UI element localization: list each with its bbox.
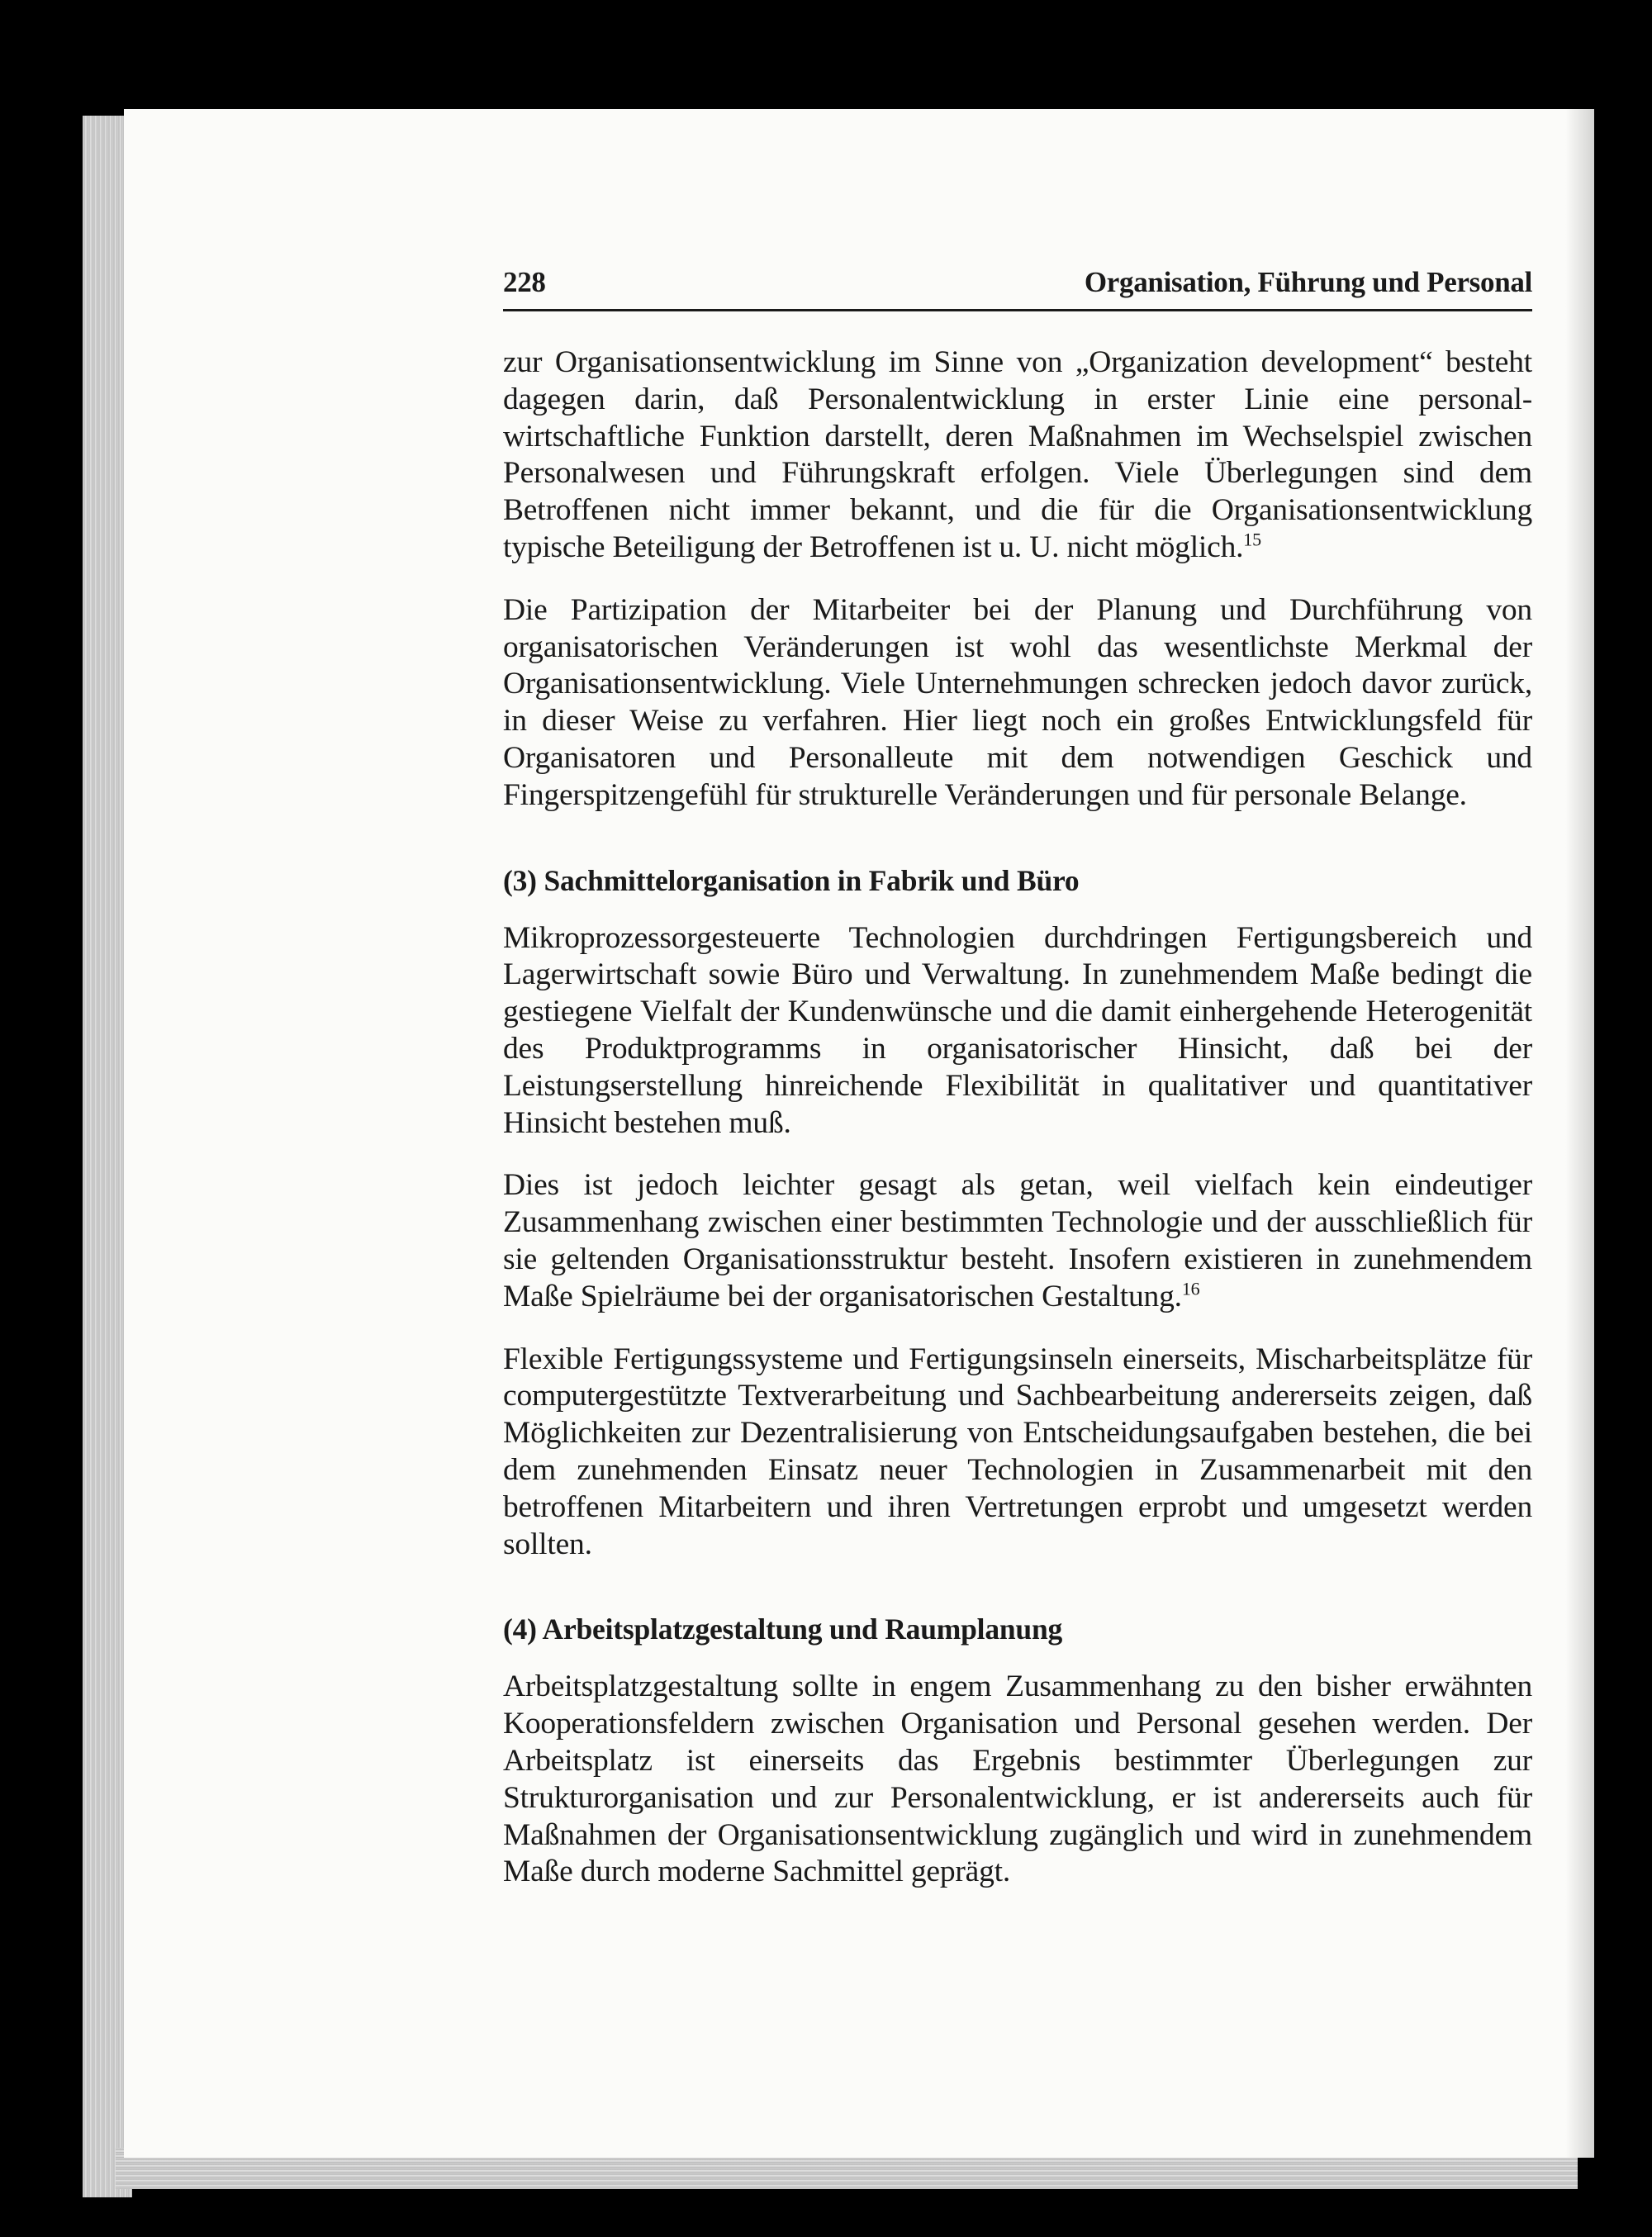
paragraph-text: Flexible Fertigungssysteme und Fertigungsinseln einerseits, Mischarbeitsplätze für computergestützte Textverarbeitung und Sachbearbeitung andererseits zeigen, daß Möglichkeiten zur Dezentralisierung von Entscheidungsaufgaben bestehen, die bei dem zunehmenden Einsatz neuer Technologien in Zusammenarbeit mit den betroffenen Mitarbeitern und ihren Vertretungen erprobt und umgesetzt werden sollten. — [503, 1342, 1532, 1561]
paragraph-text: Arbeitsplatzgestaltung sollte in engem Zusammenhang zu den bisher erwähnten Kooperationsfeldern zwischen Organisation und Personal gesehen werden. Der Arbeitsplatz ist einerseits das Ergebnis bestimmter Überlegungen zur Strukturorganisation und zur Personalentwicklung, er ist andererseits auch für Maßnahmen der Organisationsentwicklung zugänglich und wird in zunehmendem Maße durch moderne Sachmittel geprägt. — [503, 1669, 1532, 1889]
footnote-marker: 16 — [1181, 1278, 1200, 1299]
footnote-marker: 15 — [1243, 529, 1261, 550]
paragraph-text: Die Partizipation der Mitarbeiter bei der Planung und Durchführung von organisatorischen Veränderungen ist wohl das wesentlichste Merkmal der Organisationsentwicklung. Viele Unternehmungen schrecken jedoch davor zurück, in dieser Weise zu verfahren. Hier liegt noch ein großes Entwicklungsfeld für Organisatoren und Personalleute mit dem notwendigen Geschick und Fingerspitzengefühl für strukturelle Veränderungen und für personale Belange. — [503, 592, 1532, 812]
paragraph — [503, 1669, 1532, 1891]
page-number: 228 — [503, 266, 546, 298]
paragraph-text: zur Organisationsentwicklung im Sinne von „Organization development“ besteht dagegen darin, daß Personalentwicklung in erster Linie eine personal-wirtschaftliche Funktion darstellt, deren Maßnahmen im Wechselspiel zwischen Personalwesen und Führungskraft erfolgen. Viele Überlegungen sind dem Betroffenen nicht immer bekannt, und die für die Organisationsentwicklung typische Beteiligung der Betroffenen ist u. U. nicht möglich. — [503, 345, 1532, 564]
section-heading: (4) Arbeitsplatzgestaltung und Raumplanung — [503, 1612, 1063, 1646]
running-header — [503, 264, 1532, 311]
page-content — [503, 264, 1532, 1891]
paragraph — [503, 1167, 1532, 1315]
section-heading: (3) Sachmittelorganisation in Fabrik und Büro — [503, 863, 1080, 897]
page-gutter-shadow — [1565, 109, 1598, 2158]
body-text — [503, 344, 1532, 1891]
paragraph-text: Dies ist jedoch leichter gesagt als getan, weil vielfach kein eindeutiger Zusammenhang zwischen einer bestimmten Technologie und der ausschließlich für sie geltenden Organisationsstruktur besteht. Insofern existieren in zunehmendem Maße Spielräume bei der organisatorischen Gestaltung. — [503, 1168, 1532, 1313]
paragraph — [503, 344, 1532, 567]
paragraph — [503, 1342, 1532, 1564]
paragraph — [503, 920, 1532, 1142]
paragraph — [503, 592, 1532, 815]
running-title: Organisation, Führung und Personal — [1084, 266, 1532, 298]
paragraph-text: Mikroprozessorgesteuerte Technologien durchdringen Fertigungsbereich und Lagerwirtschaft sowie Büro und Verwaltung. In zunehmendem Maße bedingt die gestiegene Vielfalt der Kundenwünsche und die damit einhergehende Heterogenität des Produktprogramms in organisatorischer Hinsicht, daß bei der Leistungserstellung hinreichende Flexibilität in qualitativer und quantitativer Hinsicht bestehen muß. — [503, 920, 1532, 1140]
